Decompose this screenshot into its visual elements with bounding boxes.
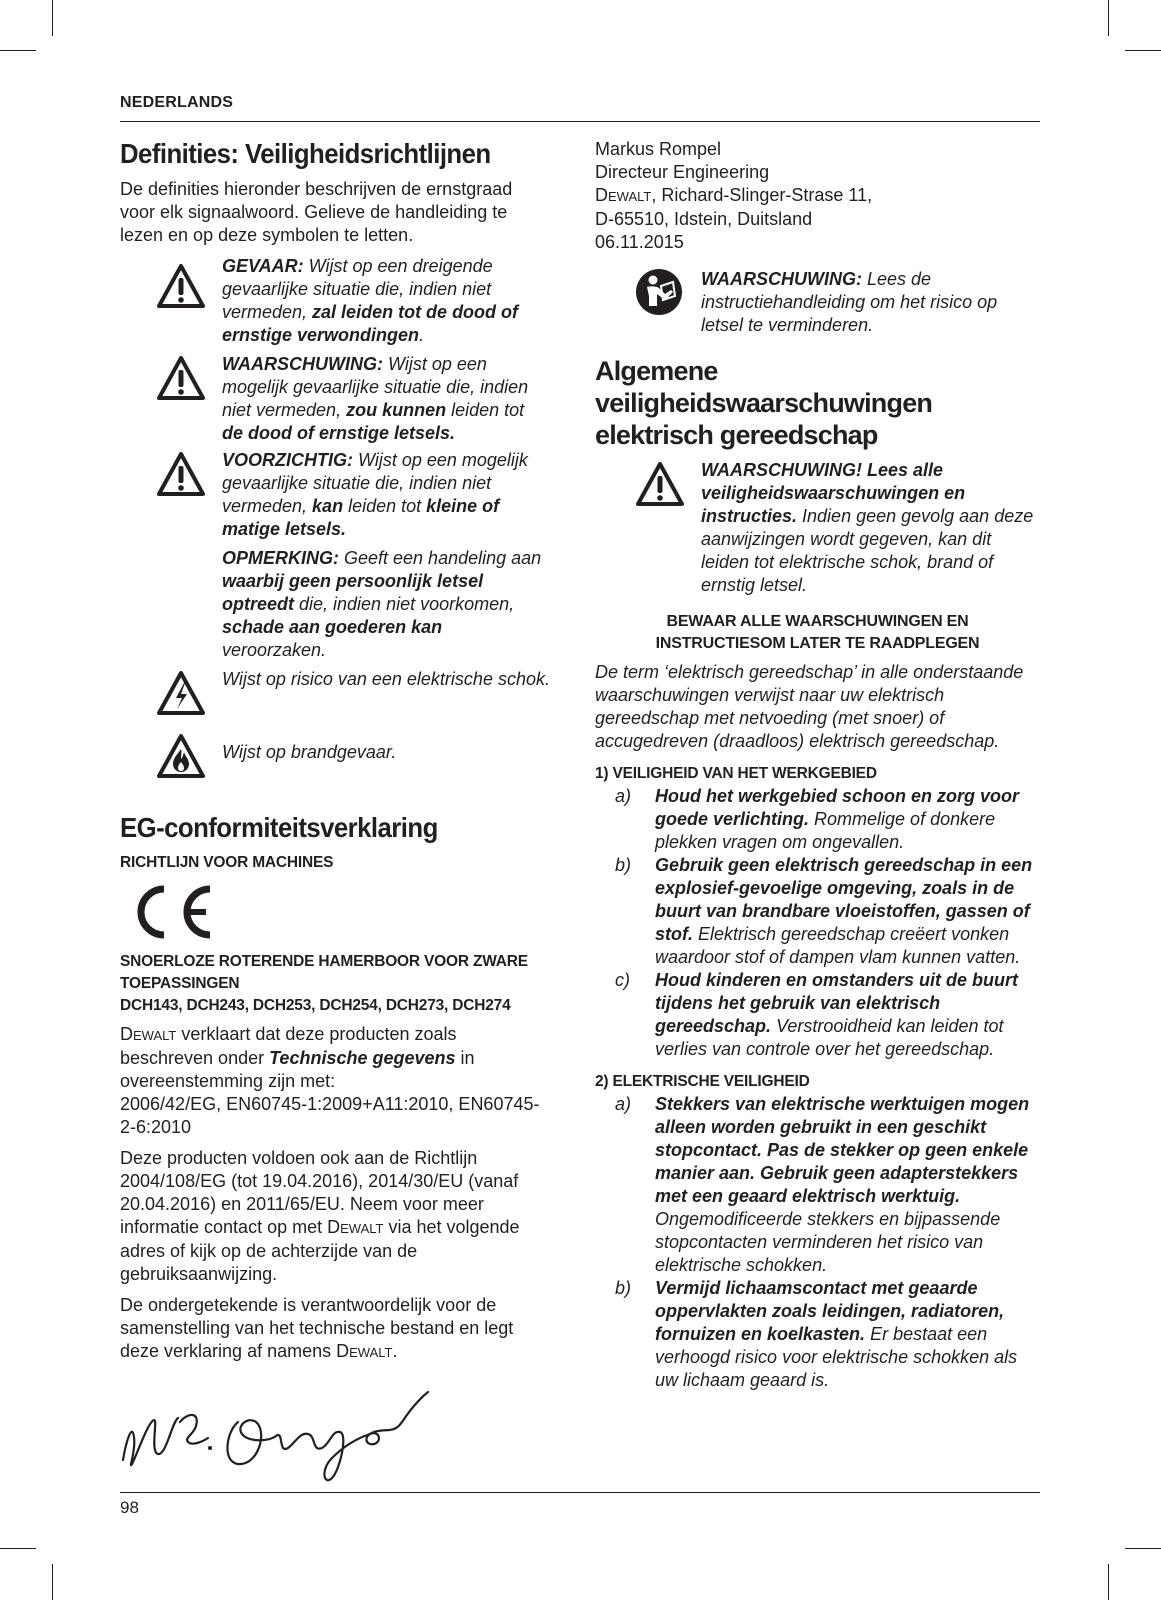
fire-text: Wijst op brandgevaar. bbox=[222, 742, 397, 762]
list-bold: Houd kinderen en omstanders uit de buurt tijdens het gebruik van elektrisch gereedschap. bbox=[655, 970, 1019, 1036]
ce-mark-icon bbox=[124, 882, 216, 942]
warning-triangle-icon bbox=[156, 355, 206, 401]
caution-bold: kan bbox=[312, 496, 344, 516]
notice-label: OPMERKING: bbox=[222, 548, 339, 568]
list-letter: a) bbox=[615, 786, 632, 806]
crop-mark bbox=[1108, 1564, 1109, 1600]
street-address: , Richard-Slinger-Strase 11, bbox=[651, 185, 873, 205]
list-item bbox=[595, 1277, 1040, 1392]
section-1-heading: 1) VEILIGHEID VAN HET WERKGEBIED bbox=[595, 765, 877, 782]
read-manual-label: WAARSCHUWING: bbox=[701, 269, 862, 289]
page-number: 98 bbox=[120, 1498, 139, 1517]
signal-shock bbox=[120, 668, 550, 721]
list-text: Ongemodificeerde stekkers en bijpassende stopcontacten verminderen het risico van elektrische schokken. bbox=[655, 1209, 1001, 1275]
list-text: Rommelige of donkere plekken vragen om ongevallen. bbox=[655, 809, 996, 852]
signer-role: Directeur Engineering bbox=[595, 162, 770, 182]
list-item bbox=[595, 785, 1040, 854]
declaration-paragraph-1 bbox=[120, 1023, 550, 1139]
list-text: Elektrisch gereedschap creëert vonken waardoor stof of dampen vlam kunnen vatten. bbox=[655, 924, 1021, 967]
general-warning-text: Indien geen gevolg aan deze aanwijzingen wordt gegeven, kan dit leiden tot elektrische schok, brand of ernstig letsel. bbox=[701, 506, 1034, 595]
list-item bbox=[595, 969, 1040, 1061]
company-address bbox=[595, 184, 1040, 208]
warning-text2: leiden tot bbox=[446, 400, 525, 420]
list-bold: Vermijd lichaamscontact met geaarde oppervlakten zoals leidingen, radiatoren, fornuizen en koelkasten. bbox=[655, 1278, 1005, 1344]
list-item bbox=[595, 1093, 1040, 1277]
term-definition: De term ‘elektrisch gereedschap’ in alle onderstaande waarschuwingen verwijst naar uw elektrisch gereedschap met netvoeding (met snoer) of accugedreven (draadloos) elektrisch gereedschap. bbox=[595, 662, 1024, 751]
list-item bbox=[595, 854, 1040, 969]
general-warning-bold: WAARSCHUWING! Lees alle veiligheidswaarschuwingen en instructies. bbox=[701, 460, 966, 526]
handwritten-signature bbox=[118, 1382, 550, 1497]
warning-bold: zou kunnen bbox=[346, 400, 447, 420]
crop-mark bbox=[0, 1548, 36, 1549]
read-manual-icon bbox=[635, 268, 683, 316]
general-safety-title: Algemene veiligheidswaarschuwingen elektrisch gereedschap bbox=[595, 356, 933, 450]
notice-bold: waarbij geen persoonlijk letsel optreedt bbox=[222, 571, 484, 614]
brand-rest: EWALT bbox=[340, 1221, 384, 1236]
crop-mark bbox=[1125, 1548, 1161, 1549]
electric-shock-icon bbox=[156, 670, 206, 716]
crop-mark bbox=[1125, 50, 1161, 51]
read-manual-text: Lees de instructiehandleiding om het risico op letsel te verminderen. bbox=[701, 269, 998, 335]
list-bold: Gebruik geen elektrisch gereedschap in een explosief-gevoelige omgeving, zoals in de buurt van brandbare vloeistoffen, gassen of stof. bbox=[655, 855, 1033, 944]
list-letter: a) bbox=[615, 1094, 632, 1114]
caution-bold2: kleine of matige letsels. bbox=[222, 496, 500, 539]
model-list: DCH143, DCH243, DCH253, DCH254, DCH273, DCH274 bbox=[120, 997, 511, 1014]
right-column bbox=[595, 138, 1040, 1392]
keep-line-2: INSTRUCTIESOM LATER TE RAADPLEGEN bbox=[655, 635, 980, 652]
ec-declaration-title: EG-conformiteitsverklaring bbox=[120, 812, 438, 843]
list-bold: Stekkers van elektrische werktuigen mogen alleen worden gebruikt in een geschikt stopcontact. Pas de stekker op geen enkele manier aan. Gebruik geen adapterstekkers met een geaard elektrisch werktuig. bbox=[655, 1094, 1030, 1206]
list-text: Er bestaat een verhoogd risico voor elektrische schokken als uw lichaam geaard is. bbox=[655, 1324, 1018, 1390]
caution-text2: leiden tot bbox=[343, 496, 427, 516]
section-1-list bbox=[595, 785, 1040, 1061]
list-bold: Houd het werkgebied schoon en zorg voor goede verlichting. bbox=[655, 786, 1020, 829]
notice-text: Geeft een handeling aan bbox=[339, 548, 542, 568]
fire-hazard-icon bbox=[156, 733, 206, 779]
left-column bbox=[120, 128, 550, 1497]
list-text: Verstrooidheid kan leiden tot verlies van controle over het gereedschap. bbox=[655, 1016, 1004, 1059]
signal-caution bbox=[120, 449, 550, 541]
standards-list: 2006/42/EG, EN60745-1:2009+A11:2010, EN60745-2-6:2010 bbox=[120, 1094, 540, 1137]
list-letter: c) bbox=[615, 970, 630, 990]
brand-rest: EWALT bbox=[133, 1028, 177, 1043]
general-safety-warning bbox=[595, 459, 1040, 597]
warning-label: WAARSCHUWING: bbox=[222, 354, 383, 374]
directive-text-end: via het volgende adres of kijk op de achterzijde van de gebruiksaanwijzing. bbox=[120, 1217, 520, 1284]
header-rule bbox=[120, 121, 1040, 122]
signal-notice bbox=[120, 547, 550, 662]
machine-directive-heading: RICHTLIJN VOOR MACHINES bbox=[120, 854, 334, 871]
declaration-paragraph-3 bbox=[120, 1294, 550, 1364]
footer-rule bbox=[120, 1492, 1040, 1493]
declaration-text: verklaart dat deze producten zoals beschreven onder bbox=[120, 1024, 457, 1068]
keep-line-1: BEWAAR ALLE WAARSCHUWINGEN EN bbox=[666, 613, 969, 630]
list-letter: b) bbox=[615, 855, 632, 875]
crop-mark bbox=[52, 1564, 53, 1600]
technical-data-ref: Technische gegevens bbox=[269, 1048, 456, 1068]
declaration-date: 06.11.2015 bbox=[595, 232, 684, 252]
signatory-text: De ondergetekende is verantwoordelijk voor de samenstelling van het technische bestand en legt deze verklaring af namens D bbox=[120, 1295, 514, 1361]
read-manual-warning bbox=[595, 268, 1040, 337]
danger-end: . bbox=[419, 325, 425, 345]
danger-label: GEVAAR: bbox=[222, 256, 304, 276]
section-2-heading: 2) ELEKTRISCHE VEILIGHEID bbox=[595, 1073, 810, 1090]
signal-danger bbox=[120, 255, 550, 347]
warning-bold2: de dood of ernstige letsels. bbox=[222, 423, 456, 443]
definitions-title: Definities: Veiligheidsrichtlijnen bbox=[120, 138, 491, 169]
declaration-paragraph-2 bbox=[120, 1147, 550, 1286]
list-letter: b) bbox=[615, 1278, 632, 1298]
definitions-intro: De definities hieronder beschrijven de ernstgraad voor elk signaalwoord. Gelieve de handleiding te lezen en op deze symbolen te letten. bbox=[120, 179, 513, 245]
crop-mark bbox=[52, 0, 53, 36]
brand-rest: EWALT bbox=[349, 1345, 393, 1360]
signer-name: Markus Rompel bbox=[595, 139, 722, 159]
product-title: SNOERLOZE ROTERENDE HAMERBOOR VOOR ZWARE TOEPASSINGEN bbox=[120, 953, 528, 992]
danger-text: Wijst op een dreigende gevaarlijke situatie die, indien niet vermeden, bbox=[222, 256, 493, 322]
warning-triangle-icon bbox=[156, 451, 206, 497]
caution-label: VOORZICHTIG: bbox=[222, 450, 353, 470]
declaration-text-end: in overeenstemming zijn met: bbox=[120, 1048, 475, 1091]
warning-triangle-icon bbox=[156, 263, 206, 309]
brand-rest: EWALT bbox=[608, 189, 652, 204]
notice-bold2: schade aan goederen kan bbox=[222, 617, 443, 637]
ce-mark bbox=[124, 882, 550, 947]
crop-mark bbox=[0, 50, 36, 51]
signature-graphic bbox=[118, 1382, 478, 1492]
shock-text: Wijst op risico van een elektrische schok. bbox=[222, 669, 550, 689]
notice-text3: veroorzaken. bbox=[222, 640, 327, 660]
section-language-header: NEDERLANDS bbox=[120, 94, 234, 111]
brand-initial: D bbox=[120, 1024, 133, 1044]
section-2-list bbox=[595, 1093, 1040, 1392]
directive-text: Deze producten voldoen ook aan de Richtlijn 2004/108/EG (tot 19.04.2016), 2014/30/EU (vanaf 20.04.2016) en 2011/65/EU. Neem voor meer informatie contact op met D bbox=[120, 1148, 519, 1237]
warning-text: Wijst op een mogelijk gevaarlijke situatie die, indien niet vermeden, bbox=[222, 354, 529, 420]
signal-warning bbox=[120, 353, 550, 445]
danger-bold: zal leiden tot de dood of ernstige verwondingen bbox=[222, 302, 519, 345]
warning-triangle-icon bbox=[635, 461, 685, 507]
signatory-text-end: . bbox=[392, 1341, 398, 1361]
keep-instructions-heading bbox=[595, 611, 1040, 655]
caution-text: Wijst op een mogelijk gevaarlijke situatie die, indien niet vermeden, bbox=[222, 450, 528, 516]
crop-mark bbox=[1108, 0, 1109, 36]
company-city: D-65510, Idstein, Duitsland bbox=[595, 209, 813, 229]
signal-fire bbox=[120, 733, 550, 784]
notice-text2: die, indien niet voorkomen, bbox=[294, 594, 515, 614]
brand-initial: D bbox=[595, 185, 608, 205]
